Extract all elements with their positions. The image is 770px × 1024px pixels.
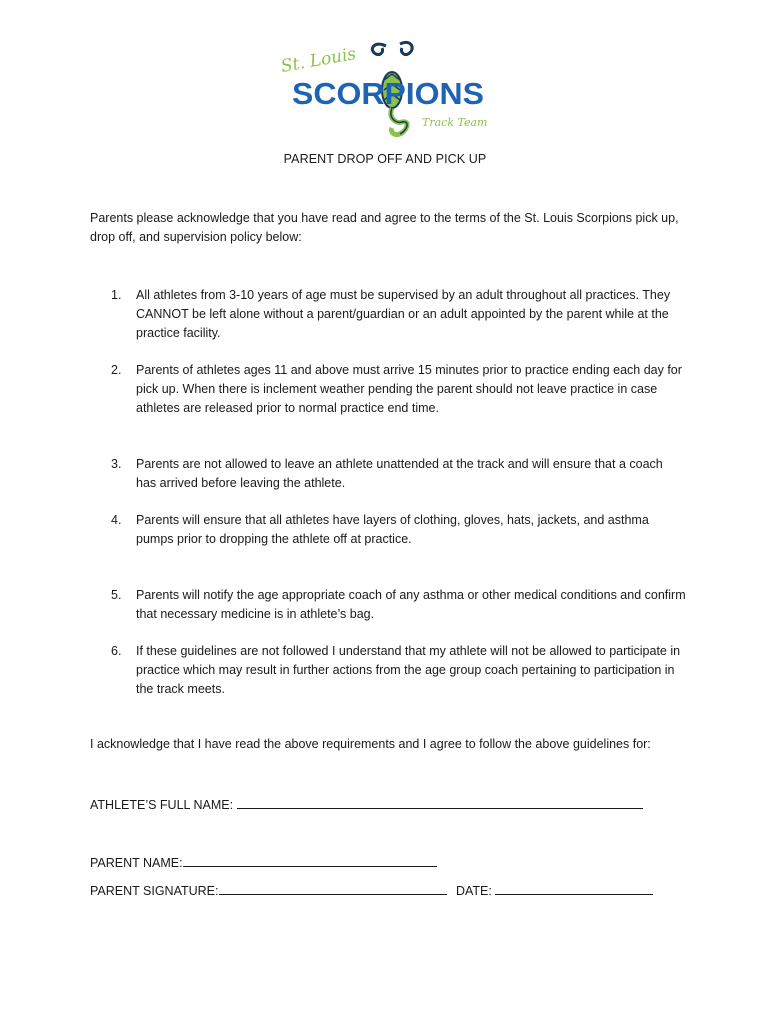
logo-text-sub: Track Team (422, 116, 488, 129)
list-item-number: 2. (111, 363, 122, 377)
athlete-name-input-line[interactable] (237, 797, 643, 809)
parent-signature-input-line[interactable] (219, 883, 447, 895)
list-item-number: 6. (111, 644, 122, 658)
list-item-number: 5. (111, 588, 122, 602)
date-label: DATE: (455, 884, 492, 898)
page-title: PARENT DROP OFF AND PICK UP (283, 152, 487, 166)
scorpions-logo (276, 38, 490, 140)
list-item-number: 4. (111, 513, 122, 527)
intro-paragraph: Parents please acknowledge that you have read and agree to the terms of the St. Louis Scorpions pick up, drop off, and supervision policy below: (90, 211, 679, 244)
athlete-name-label: ATHLETE’S FULL NAME: (90, 798, 234, 812)
logo-text-main: SCORPIONS (292, 76, 484, 111)
list-item-text: Parents will notify the age appropriate coach of any asthma or other medical conditions and confirm that necessary medicine is in athlete’s bag. (136, 588, 686, 621)
athlete-name-field (90, 797, 643, 812)
list-item (111, 286, 686, 343)
list-item-number: 1. (111, 288, 122, 302)
list-item (111, 586, 686, 624)
parent-name-input-line[interactable] (183, 855, 437, 867)
list-item (111, 642, 686, 699)
list-item-text: All athletes from 3-10 years of age must be supervised by an adult throughout all practices. They CANNOT be left alone without a parent/guardian or an adult appointed by the parent while at the practice facility. (136, 288, 671, 340)
list-item-text: Parents will ensure that all athletes have layers of clothing, gloves, hats, jackets, and asthma pumps prior to dropping the athlete off at practice. (136, 513, 649, 546)
list-item (111, 361, 686, 418)
logo-text-top: St. Louis (279, 44, 358, 77)
list-item-text: Parents are not allowed to leave an athlete unattended at the track and will ensure that a coach has arrived before leaving the athlete. (136, 457, 663, 490)
list-item (111, 511, 686, 549)
parent-name-field (90, 855, 437, 870)
date-input-line[interactable] (495, 883, 653, 895)
list-item-number: 3. (111, 457, 122, 471)
parent-signature-label: PARENT SIGNATURE: (90, 884, 219, 898)
signature-date-row (90, 883, 653, 898)
acknowledgement-statement: I acknowledge that I have read the above requirements and I agree to follow the above guidelines for: (90, 737, 651, 751)
list-item (111, 455, 686, 493)
list-item-text: If these guidelines are not followed I understand that my athlete will not be allowed to participate in practice which may result in further actions from the age group coach pertaining to participation in the track meets. (136, 644, 681, 696)
list-item-text: Parents of athletes ages 11 and above must arrive 15 minutes prior to practice ending each day for pick up. When there is inclement weather pending the parent should not leave practice in case athletes are released prior to normal practice end time. (136, 363, 682, 415)
parent-name-label: PARENT NAME: (90, 856, 183, 870)
